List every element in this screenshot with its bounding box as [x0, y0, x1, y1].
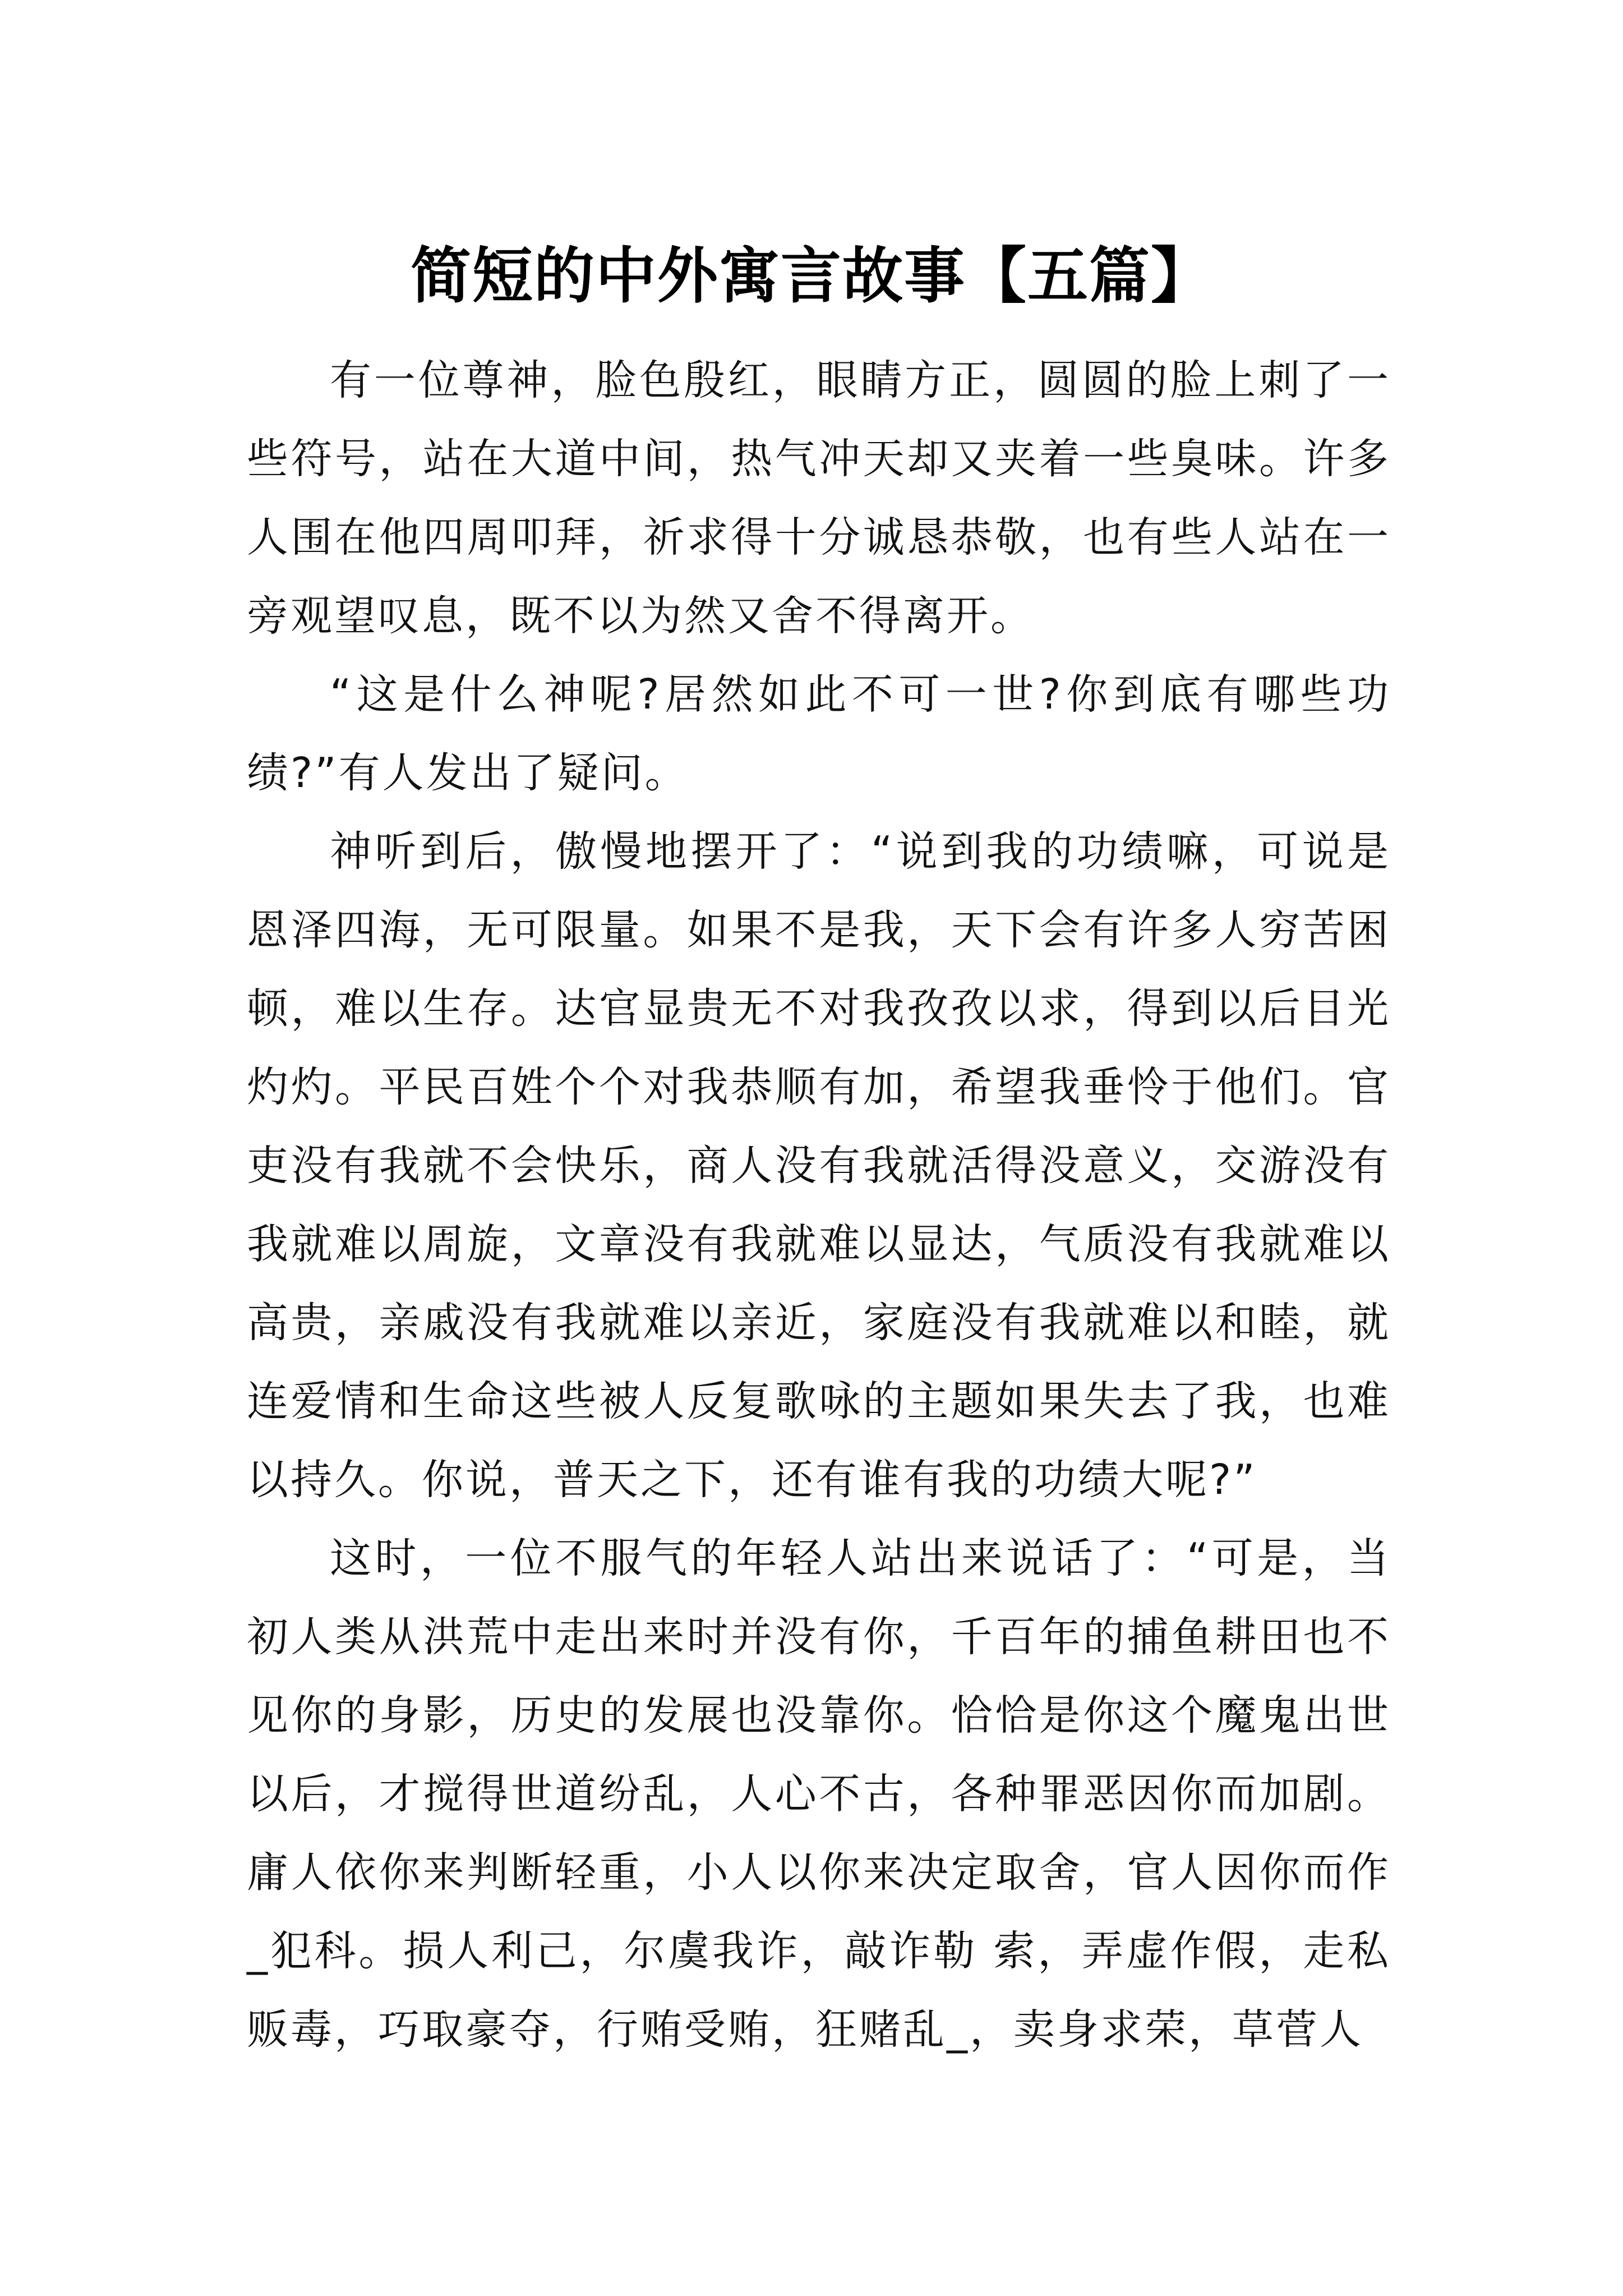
- document-title: 简短的中外寓言故事【五篇】: [410, 241, 1212, 312]
- document-body: [247, 341, 1391, 2069]
- paragraph-4: 这时，一位不服气的年轻人站出来说话了：“可是，当初人类从洪荒中走出来时并没有你，千百年的捕鱼耕田也不见你的身影，历史的发展也没靠你。恰恰是你这个魔鬼出世以后，才搅得世道纷乱，人心不古，各种罪恶因你而加剧。庸人依你来判断轻重，小人以你来决定取舍，官人因你而作_犯科。损人利己，尔虞我诈，敲诈勒 索，弄虚作假，走私贩毒，巧取豪夺，行贿受贿，狂赌乱_，卖身求荣，草菅人: [247, 1534, 1391, 2054]
- paragraph-3: 神听到后，傲慢地摆开了：“说到我的功绩嘛，可说是恩泽四海，无可限量。如果不是我，天下会有许多人穷苦困顿，难以生存。达官显贵无不对我孜孜以求，得到以后目光灼灼。平民百姓个个对我恭顺有加，希望我垂怜于他们。官吏没有我就不会快乐，商人没有我就活得没意义，交游没有我就难以周旋，文章没有我就难以显达，气质没有我就难以高贵，亲戚没有我就难以亲近，家庭没有我就难以和睦，就连爱情和生命这些被人反复歌咏的主题如果失去了我，也难以持久。你说，普天之下，还有谁有我的功绩大呢?”: [247, 827, 1391, 1504]
- paragraph-2: “这是什么神呢?居然如此不可一世?你到底有哪些功绩?”有人发出了疑问。: [247, 670, 1391, 797]
- paragraph-1: 有一位尊神，脸色殷红，眼睛方正，圆圆的脸上刺了一些符号，站在大道中间，热气冲天却又夹着一些臭味。许多人围在他四周叩拜，祈求得十分诚恳恭敬，也有些人站在一旁观望叹息，既不以为然又舍不得离开。: [247, 356, 1391, 640]
